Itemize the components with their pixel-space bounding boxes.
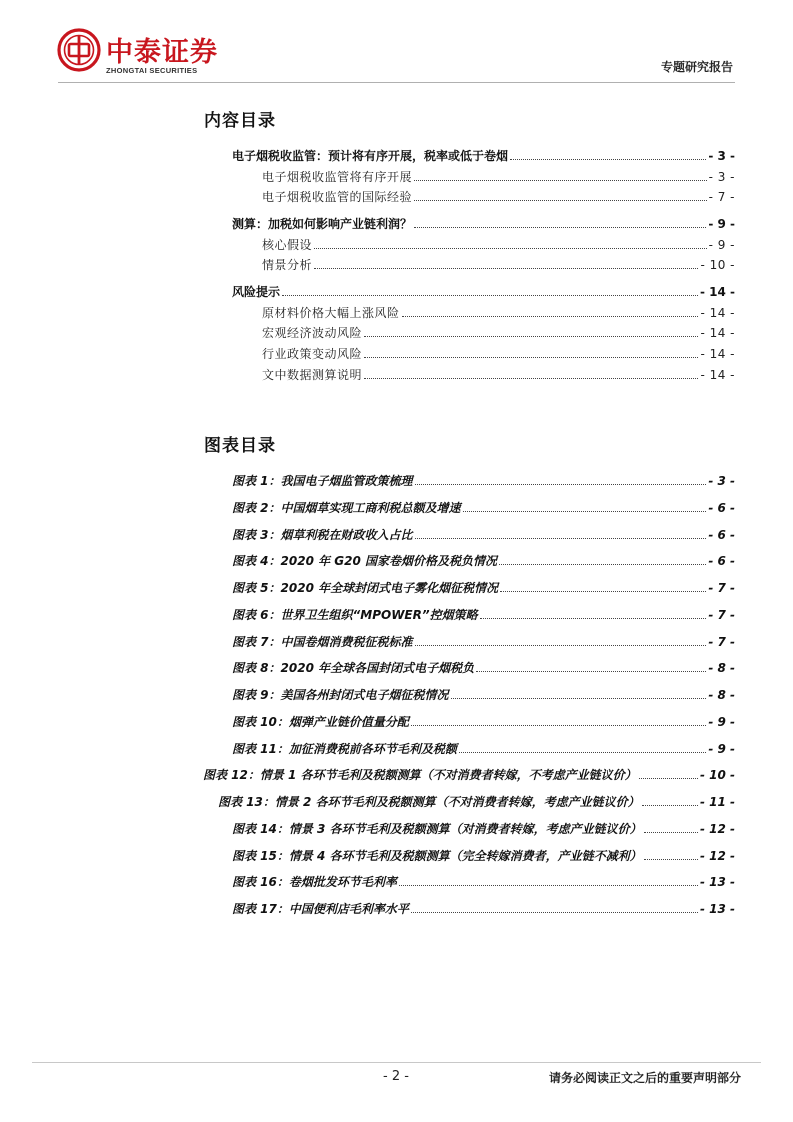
entry-page-number: - 12 - — [699, 821, 735, 836]
header-divider — [58, 82, 735, 83]
toc-entry[interactable] — [262, 302, 735, 320]
figure-entry[interactable] — [232, 631, 735, 649]
toc-entry[interactable] — [262, 234, 735, 252]
figure-entry[interactable] — [232, 577, 735, 595]
entry-page-number: - 3 - — [708, 170, 735, 184]
entry-title: 图表 6：世界卫生组织“MPOWER”控烟策略 — [232, 607, 478, 622]
figure-entry[interactable] — [218, 791, 735, 809]
entry-title: 图表 15：情景 4 各环节毛利及税额测算（完全转嫁消费者，产业链不减利） — [232, 848, 642, 863]
entry-page-number: - 14 - — [700, 326, 735, 340]
entry-title: 测算：加税如何影响产业链利润？ — [232, 217, 413, 231]
entry-title: 图表 14：情景 3 各环节毛利及税额测算（对消费者转嫁，考虑产业链议价） — [232, 821, 642, 836]
figure-entry[interactable] — [232, 497, 735, 515]
dot-leader — [415, 483, 707, 485]
toc-entry[interactable] — [262, 254, 735, 272]
figure-entry[interactable] — [232, 711, 735, 729]
entry-page-number: - 6 - — [708, 554, 735, 569]
figures-title: 图表目录 — [204, 436, 276, 456]
dot-leader — [414, 226, 706, 228]
toc-entry[interactable] — [262, 166, 735, 184]
entry-page-number: - 10 - — [699, 768, 735, 783]
entry-page-number: - 3 - — [708, 474, 735, 488]
entry-title: 图表 5：2020 年全球封闭式电子雾化烟征税情况 — [232, 581, 499, 595]
dot-leader — [364, 356, 698, 358]
entry-page-number: - 9 - — [708, 217, 735, 231]
dot-leader — [644, 831, 698, 833]
entry-page-number: - 14 - — [700, 347, 735, 361]
figure-entry[interactable] — [232, 898, 735, 916]
entry-page-number: - 7 - — [708, 607, 735, 622]
dot-leader — [411, 911, 698, 913]
entry-page-number: - 9 - — [708, 714, 735, 729]
figure-entry[interactable] — [232, 845, 735, 863]
entry-title: 原材料价格大幅上涨风险 — [262, 306, 400, 320]
company-logo — [57, 28, 218, 76]
entry-page-number: - 8 - — [708, 661, 735, 676]
dot-leader — [644, 858, 698, 860]
dot-leader — [463, 510, 707, 512]
entry-page-number: - 11 - — [699, 795, 735, 809]
toc-entry[interactable] — [262, 343, 735, 361]
contents-title: 内容目录 — [204, 111, 276, 131]
dot-leader — [364, 335, 698, 337]
entry-page-number: - 9 - — [708, 741, 735, 756]
company-name-en: ZHONGTAI SECURITIES — [106, 66, 198, 75]
toc-entry[interactable] — [262, 322, 735, 340]
page-number: - 2 - — [383, 1069, 409, 1084]
entry-title: 图表 17：中国便利店毛利率水平 — [232, 902, 409, 916]
entry-page-number: - 14 - — [700, 368, 735, 382]
entry-title: 图表 7：中国卷烟消费税征税标准 — [232, 634, 413, 649]
entry-page-number: - 12 - — [699, 848, 735, 863]
entry-title: 图表 16：卷烟批发环节毛利率 — [232, 875, 397, 890]
dot-leader — [510, 158, 706, 160]
company-name-cn: 中泰证券 — [106, 37, 218, 68]
entry-page-number: - 7 - — [708, 634, 735, 649]
entry-page-number: - 13 - — [699, 902, 735, 916]
figure-entry[interactable] — [232, 657, 735, 675]
dot-leader — [499, 563, 706, 565]
toc-entry[interactable] — [232, 281, 735, 299]
entry-title: 图表 13：情景 2 各环节毛利及税额测算（不对消费者转嫁，考虑产业链议价） — [218, 795, 640, 809]
entry-page-number: - 8 - — [708, 688, 735, 702]
entry-title: 图表 10：烟弹产业链价值量分配 — [232, 714, 409, 729]
dot-leader — [500, 590, 706, 592]
entry-title: 行业政策变动风险 — [262, 347, 363, 361]
entry-page-number: - 6 - — [708, 527, 735, 542]
entry-title: 电子烟税收监管：预计将有序开展，税率或低于卷烟 — [232, 149, 509, 163]
dot-leader — [459, 751, 706, 753]
report-type-label: 专题研究报告 — [660, 60, 733, 74]
figure-entry[interactable] — [232, 524, 735, 542]
toc-entry[interactable] — [262, 364, 735, 382]
figure-entry[interactable] — [203, 764, 735, 782]
entry-title: 图表 4：2020 年 G20 国家卷烟价格及税负情况 — [232, 554, 498, 569]
page-header — [0, 0, 793, 90]
zhongtai-logo-icon — [57, 28, 101, 72]
entry-page-number: - 14 - — [700, 306, 735, 320]
entry-page-number: - 6 - — [708, 500, 735, 515]
entry-page-number: - 9 - — [708, 238, 735, 252]
entry-title: 图表 11：加征消费税前各环节毛利及税额 — [232, 741, 457, 756]
entry-page-number: - 7 - — [708, 581, 735, 595]
footer-divider — [32, 1062, 761, 1063]
dot-leader — [411, 724, 706, 726]
figure-entry[interactable] — [232, 871, 735, 889]
entry-page-number: - 7 - — [708, 190, 735, 204]
entry-title: 图表 3：烟草利税在财政收入占比 — [232, 527, 413, 542]
entry-page-number: - 3 - — [708, 149, 735, 163]
entry-page-number: - 14 - — [699, 285, 735, 299]
figure-entry[interactable] — [232, 550, 735, 568]
entry-title: 核心假设 — [262, 238, 313, 252]
figure-entry[interactable] — [232, 604, 735, 622]
dot-leader — [364, 377, 698, 379]
entry-title: 电子烟税收监管将有序开展 — [262, 170, 413, 184]
dot-leader — [639, 777, 698, 779]
entry-title: 文中数据测算说明 — [262, 368, 363, 382]
entry-page-number: - 13 - — [699, 875, 735, 890]
entry-title: 图表 2：中国烟草实现工商利税总额及增速 — [232, 500, 461, 515]
dot-leader — [415, 537, 707, 539]
toc-entry[interactable] — [232, 213, 735, 231]
dot-leader — [480, 617, 707, 619]
dot-leader — [402, 315, 699, 317]
dot-leader — [414, 199, 707, 201]
dot-leader — [476, 670, 706, 672]
entry-title: 图表 12：情景 1 各环节毛利及税额测算（不对消费者转嫁，不考虑产业链议价） — [203, 768, 637, 783]
dot-leader — [414, 179, 707, 181]
entry-page-number: - 10 - — [700, 258, 735, 272]
dot-leader — [314, 267, 698, 269]
dot-leader — [282, 294, 698, 296]
figure-entry[interactable] — [232, 470, 735, 488]
entry-title: 图表 9：美国各州封闭式电子烟征税情况 — [232, 688, 449, 702]
dot-leader — [314, 247, 707, 249]
entry-title: 电子烟税收监管的国际经验 — [262, 190, 413, 204]
dot-leader — [399, 884, 698, 886]
figure-entry[interactable] — [232, 684, 735, 702]
toc-entry[interactable] — [232, 145, 735, 163]
entry-title: 图表 8：2020 年全球各国封闭式电子烟税负 — [232, 661, 475, 676]
entry-title: 风险提示 — [232, 285, 281, 299]
disclaimer-text: 请务必阅读正文之后的重要声明部分 — [548, 1071, 741, 1085]
dot-leader — [451, 697, 707, 699]
figure-entry[interactable] — [232, 818, 735, 836]
entry-title: 情景分析 — [262, 258, 313, 272]
figure-entry[interactable] — [232, 738, 735, 756]
entry-title: 图表 1：我国电子烟监管政策梳理 — [232, 474, 413, 488]
dot-leader — [415, 644, 707, 646]
toc-entry[interactable] — [262, 186, 735, 204]
dot-leader — [642, 804, 698, 806]
entry-title: 宏观经济波动风险 — [262, 326, 363, 340]
